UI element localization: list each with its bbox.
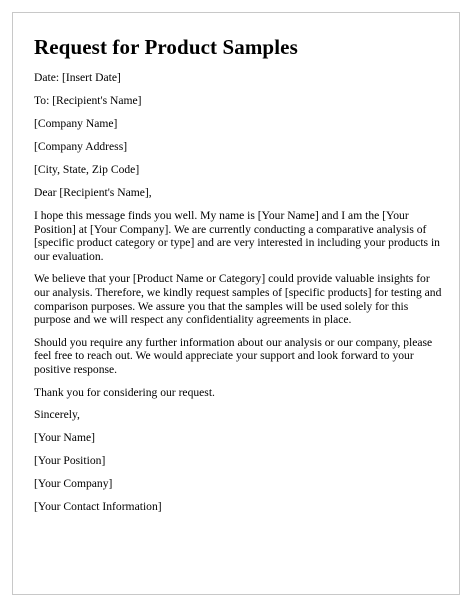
paragraph-contact: Should you require any further information about our analysis or our company, please feel free to reach out. We would appreciate your support and look forward to your positive response. (34, 335, 433, 376)
signature-contact: [Your Contact Information] (34, 500, 162, 514)
company-address-line: [Company Address] (34, 140, 128, 153)
paragraph-thanks: Thank you for considering our request. (34, 385, 215, 399)
signature-name: [Your Name] (34, 431, 95, 445)
city-state-zip-line: [City, State, Zip Code] (34, 163, 140, 176)
company-name-line: [Company Name] (34, 117, 118, 130)
signature-position: [Your Position] (34, 454, 106, 468)
signature-company: [Your Company] (34, 477, 113, 491)
date-line: Date: [Insert Date] (34, 71, 121, 84)
recipient-line: To: [Recipient's Name] (34, 94, 142, 107)
salutation: Dear [Recipient's Name], (34, 186, 152, 199)
letter-title: Request for Product Samples (34, 35, 298, 59)
letter-page (12, 12, 460, 595)
paragraph-request: We believe that your [Product Name or Category] could provide valuable insights for our analysis. Therefore, we kindly request samples of [specific products] for testing and comparison purposes. We assure you that the samples will be used solely for this purpose and we will respect any confidentiality agreements in place. (34, 272, 442, 327)
letter-body (34, 34, 444, 523)
paragraph-intro: I hope this message finds you well. My name is [Your Name] and I am the [Your Position] at [Your Company]. We are currently conducting a comparative analysis of [specific product category or type] and are very interested in including your products in our evaluation. (34, 209, 440, 263)
closing: Sincerely, (34, 408, 80, 422)
